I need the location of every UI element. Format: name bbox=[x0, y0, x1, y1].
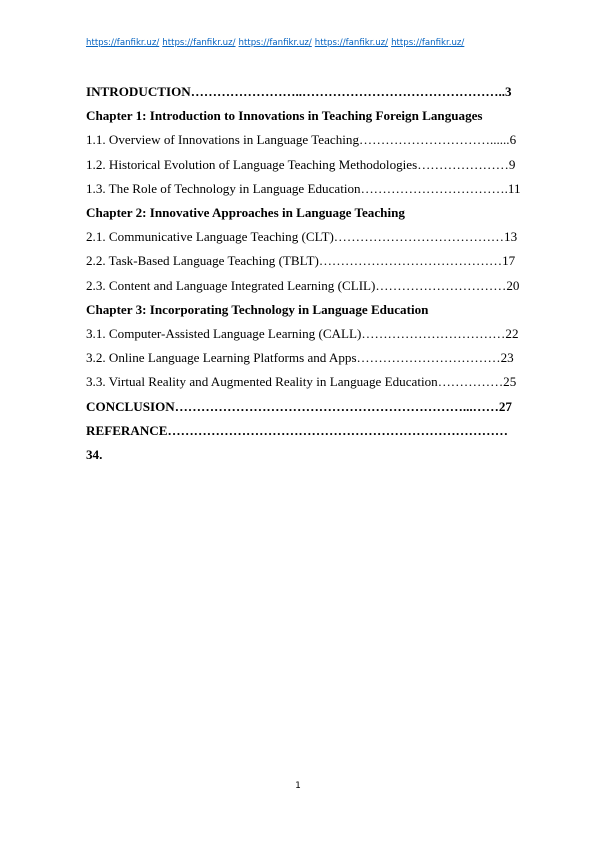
page-number: 1 bbox=[295, 781, 301, 791]
header-link-3[interactable]: https://fanfikr.uz/ bbox=[238, 38, 312, 48]
toc-chapter-2-heading: Chapter 2: Innovative Approaches in Language Teaching bbox=[86, 205, 405, 221]
toc-entry-2-3: 2.3. Content and Language Integrated Learning (CLIL)…………………………20 bbox=[86, 277, 520, 293]
toc-entry-2-2: 2.2. Task-Based Language Teaching (TBLT)……………………………………17 bbox=[86, 253, 516, 269]
toc-entry-conclusion: CONCLUSION…………………………………………………………...……27 bbox=[86, 398, 512, 414]
toc-entry-introduction: INTRODUCTION……………………..………………………………………..3 bbox=[86, 84, 512, 99]
toc-entry-3-1: 3.1. Computer-Assisted Language Learning (CALL)……………………………22 bbox=[86, 326, 519, 342]
toc-entry-references: REFERANCE…………………………………………………………………… bbox=[86, 422, 508, 438]
header-links bbox=[86, 37, 556, 49]
toc-chapter-3-heading: Chapter 3: Incorporating Technology in Language Education bbox=[86, 301, 429, 317]
table-of-contents bbox=[86, 80, 556, 467]
header-link-2[interactable]: https://fanfikr.uz/ bbox=[162, 38, 236, 48]
toc-entry-1-1: 1.1. Overview of Innovations in Language Teaching…………………………......6 bbox=[86, 132, 517, 148]
toc-entry-3-3: 3.3. Virtual Reality and Augmented Reality in Language Education……………25 bbox=[86, 374, 517, 390]
toc-entry-references-page: 34. bbox=[86, 447, 103, 463]
toc-entry-1-3: 1.3. The Role of Technology in Language Education…………………………….11 bbox=[86, 180, 521, 196]
toc-entry-1-2: 1.2. Historical Evolution of Language Teaching Methodologies…………………9 bbox=[86, 156, 516, 172]
header-link-4[interactable]: https://fanfikr.uz/ bbox=[314, 38, 389, 48]
toc-chapter-1-heading: Chapter 1: Introduction to Innovations in Teaching Foreign Languages bbox=[86, 108, 483, 124]
header-link-5[interactable]: https://fanfikr.uz/ bbox=[391, 38, 465, 48]
toc-entry-2-1: 2.1. Communicative Language Teaching (CLT)…………………………………13 bbox=[86, 229, 518, 245]
header-link-1[interactable]: https://fanfikr.uz/ bbox=[86, 38, 160, 48]
toc-entry-3-2: 3.2. Online Language Learning Platforms and Apps……………………………23 bbox=[86, 350, 514, 366]
